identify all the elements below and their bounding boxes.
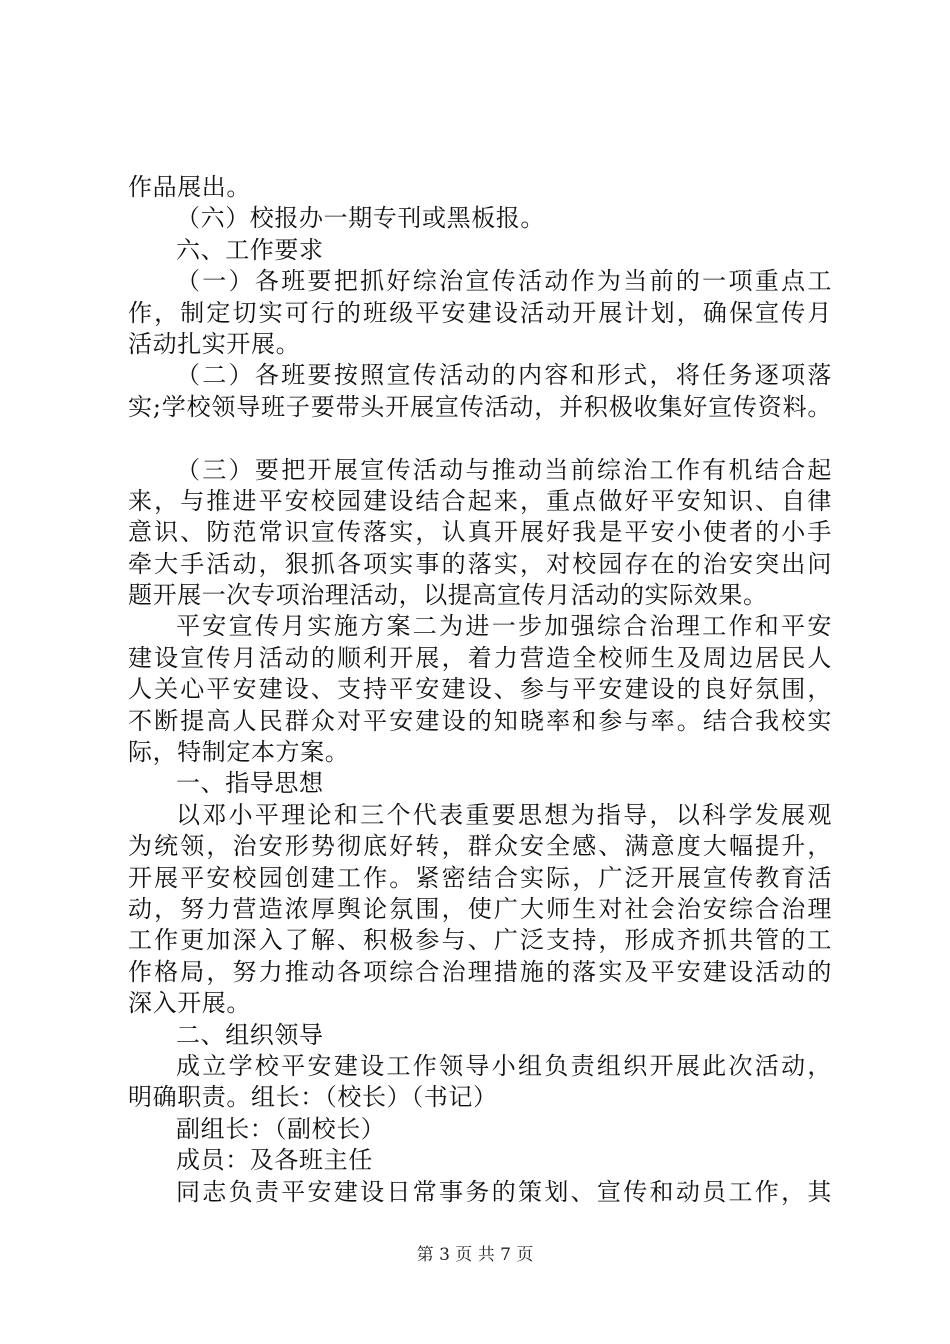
text-line: 一、指导思想 xyxy=(176,769,324,798)
text-line: 牵大手活动，狠抓各项实事的落实，对校园存在的治安突出问 xyxy=(128,549,832,578)
text-line: （六）校报办一期专刊或黑板报。 xyxy=(176,204,545,233)
text-line: 活动扎实开展。 xyxy=(128,329,301,358)
text-line: （一）各班要把抓好综治宣传活动作为当前的一项重点工 xyxy=(176,267,832,296)
text-line: 不断提高人民群众对平安建设的知晓率和参与率。结合我校实 xyxy=(128,706,832,735)
text-line: 意识、防范常识宣传落实，认真开展好我是平安小使者的小手 xyxy=(128,518,832,547)
text-line: 明确职责。组长：（校长）（书记） xyxy=(128,1083,498,1112)
text-line: 同志负责平安建设日常事务的策划、宣传和动员工作，其 xyxy=(176,1177,832,1206)
text-line: 副组长：（副校长） xyxy=(176,1114,386,1143)
text-line: 成员：及各班主任 xyxy=(176,1146,373,1175)
text-line: 作，制定切实可行的班级平安建设活动开展计划，确保宣传月 xyxy=(128,298,832,327)
text-line: 工作更加深入了解、积极参与、广泛支持，形成齐抓共管的工 xyxy=(128,926,832,955)
paragraph-spacer xyxy=(128,423,832,454)
text-line: 平安宣传月实施方案二为进一步加强综合治理工作和平安 xyxy=(176,612,832,641)
text-line: 为统领，治安形势彻底好转，群众安全感、满意度大幅提升， xyxy=(128,832,832,861)
document-body xyxy=(128,172,832,1208)
text-line: 六、工作要求 xyxy=(176,235,324,264)
page-footer: 第 3 页 共 7 页 xyxy=(416,1245,534,1265)
text-line: （二）各班要按照宣传活动的内容和形式，将任务逐项落 xyxy=(176,361,832,390)
text-line: 成立学校平安建设工作领导小组负责组织开展此次活动， xyxy=(176,1051,832,1080)
text-line: 人关心平安建设、支持平安建设、参与平安建设的良好氛围， xyxy=(128,675,832,704)
text-line: 二、组织领导 xyxy=(176,1020,324,1049)
text-line: 作格局，努力推动各项综合治理措施的落实及平安建设活动的 xyxy=(128,957,832,986)
text-line: 作品展出。 xyxy=(128,173,251,201)
text-line: 题开展一次专项治理活动，以提高宣传月活动的实际效果。 xyxy=(128,581,768,610)
text-line: 开展平安校园创建工作。紧密结合实际，广泛开展宣传教育活 xyxy=(128,863,832,892)
text-line: 际，特制定本方案。 xyxy=(128,738,350,767)
text-line: 动，努力营造浓厚舆论氛围，使广大师生对社会治安综合治理 xyxy=(128,894,832,923)
text-line: 实;学校领导班子要带头开展宣传活动，并积极收集好宣传资料。 xyxy=(128,392,832,421)
text-line: 以邓小平理论和三个代表重要思想为指导，以科学发展观 xyxy=(176,800,832,829)
text-line: （三）要把开展宣传活动与推动当前综治工作有机结合起 xyxy=(176,455,832,484)
text-line: 建设宣传月活动的顺利开展，着力营造全校师生及周边居民人 xyxy=(128,643,832,672)
text-line: 来，与推进平安校园建设结合起来，重点做好平安知识、自律 xyxy=(128,486,832,515)
text-line: 深入开展。 xyxy=(128,989,251,1018)
